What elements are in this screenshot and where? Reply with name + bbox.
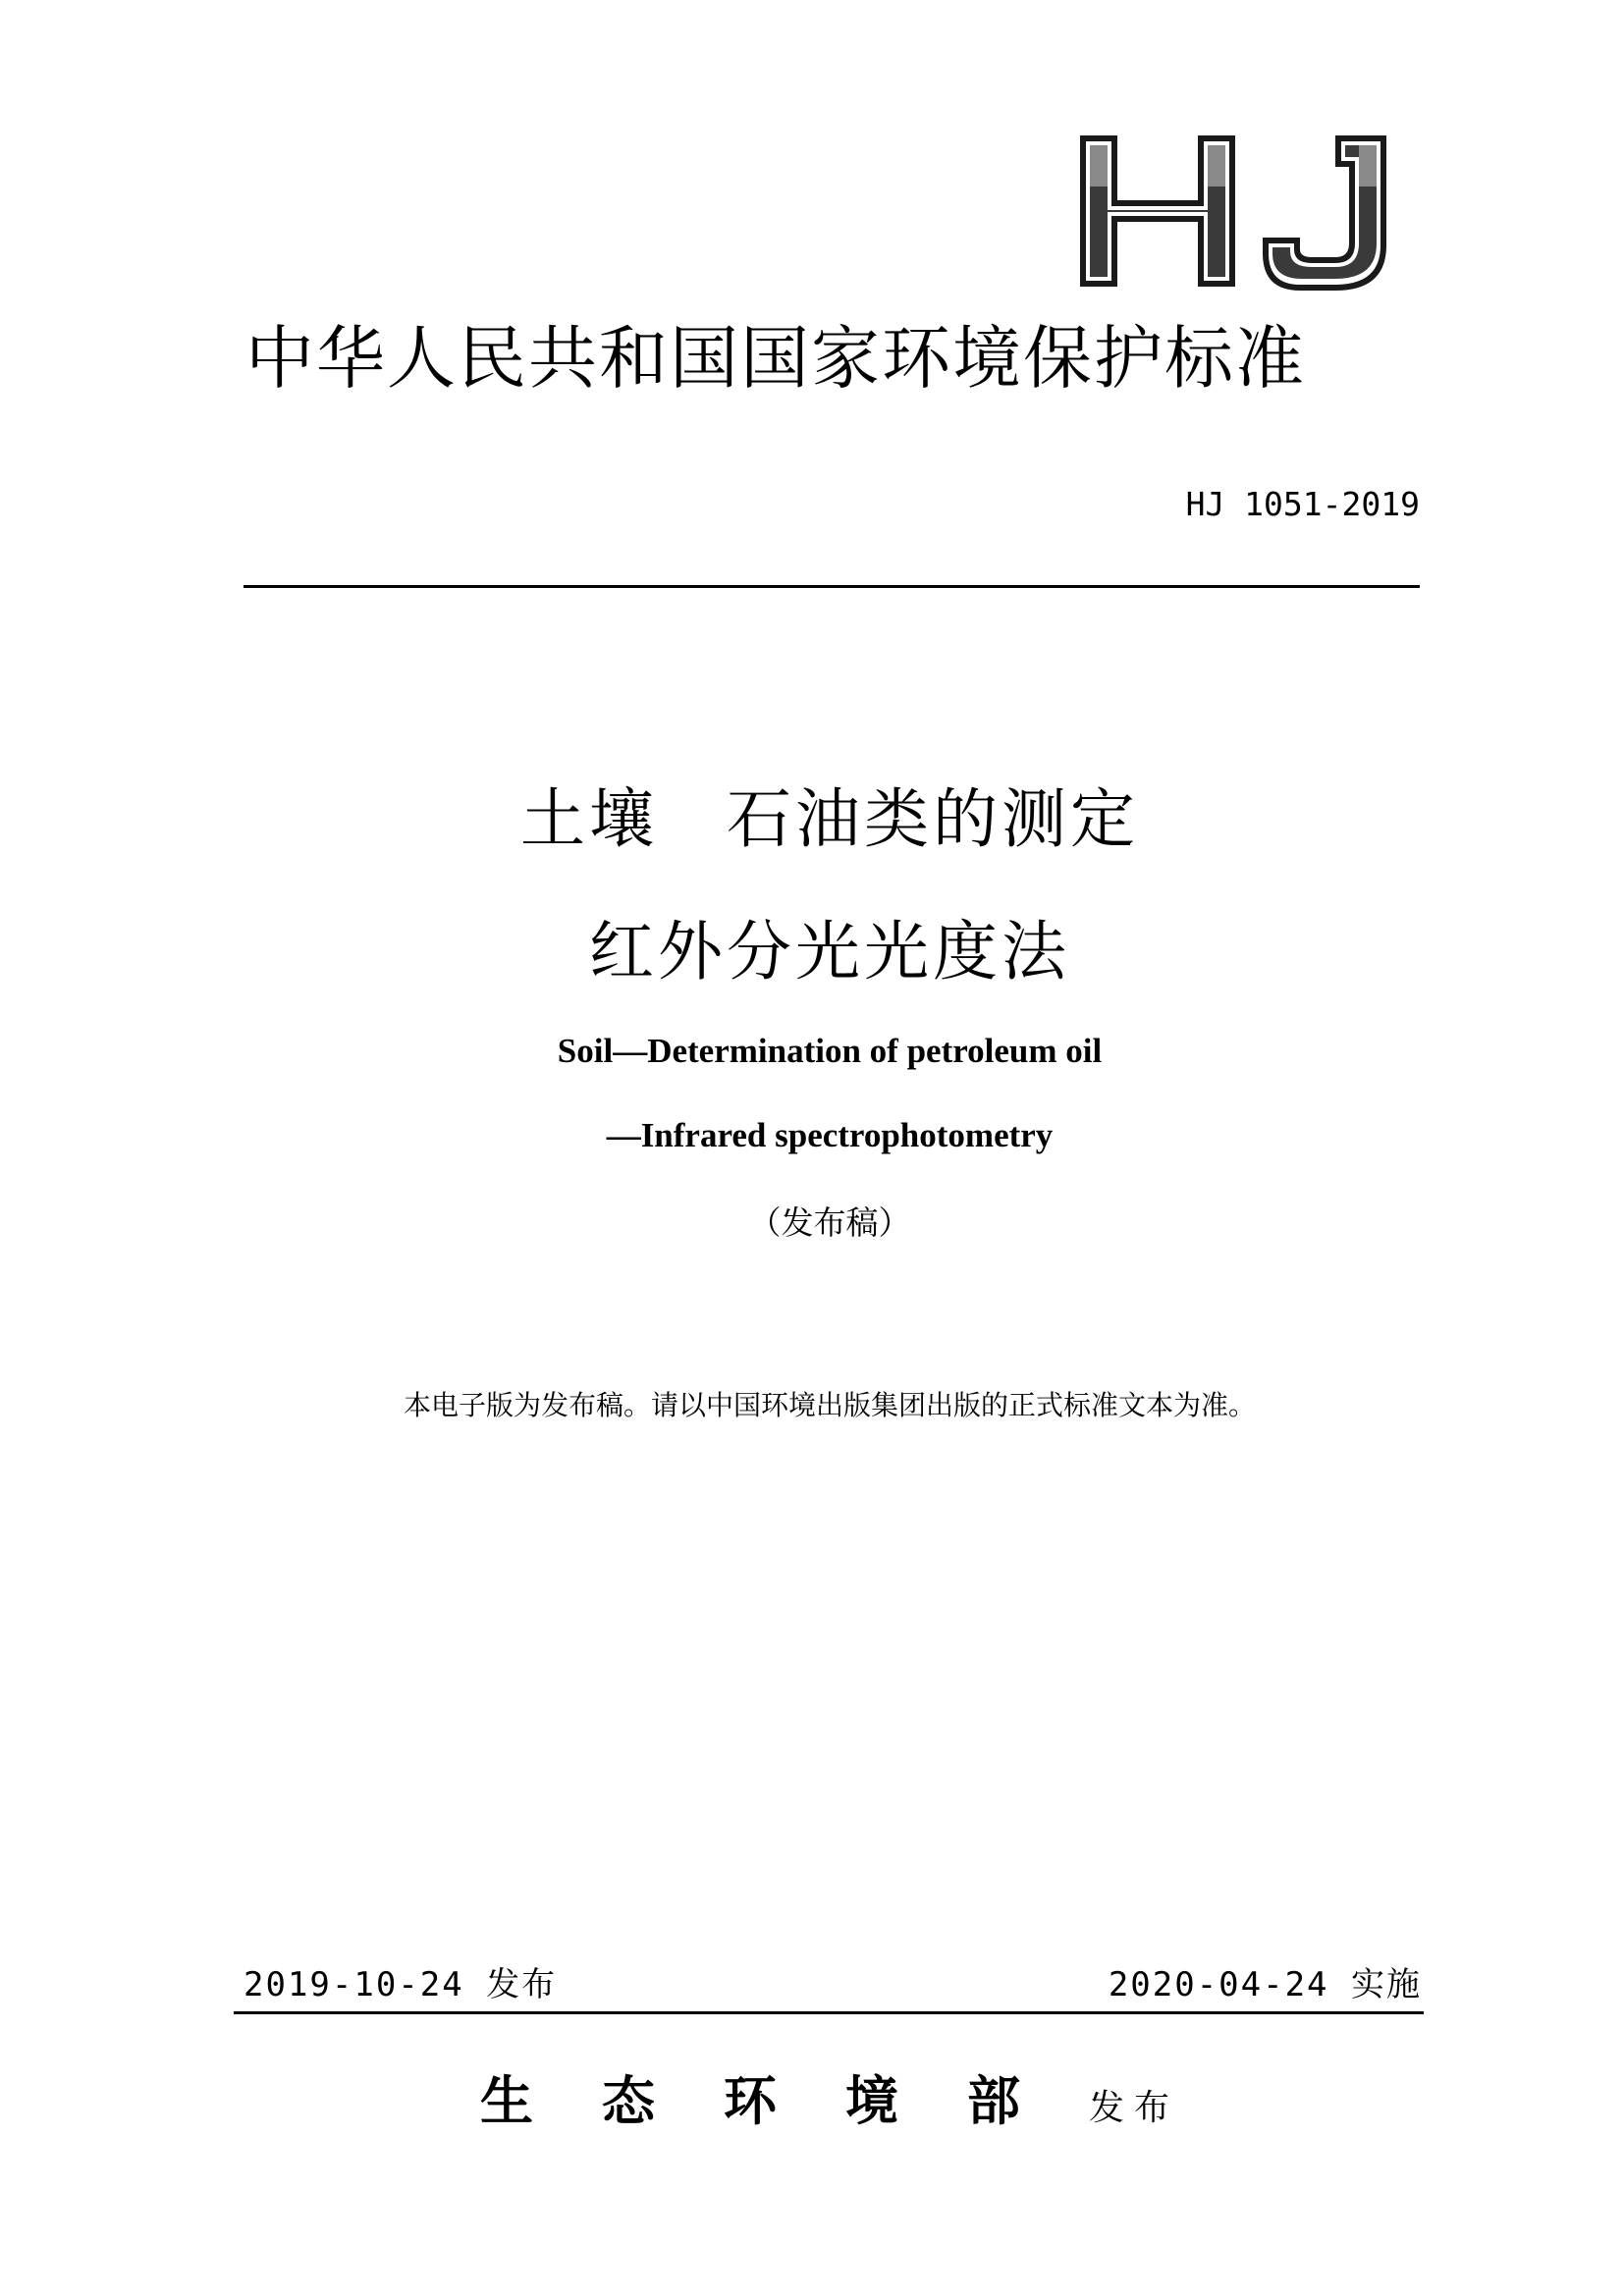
title-english-line-2: —Infrared spectrophotometry [606, 1116, 1054, 1154]
issuer-name: 生态环境部 [479, 2069, 1089, 2132]
country-standard-title: 中华人民共和国国家环境保护标准 [245, 318, 1306, 399]
logo-letter-h [1080, 135, 1235, 287]
header-divider [244, 585, 1420, 588]
title-chinese-line-1: 土壤 石油类的测定 [520, 781, 1139, 857]
title-english-line-1: Soil—Determination of petroleum oil [557, 1032, 1103, 1070]
issue-date: 2019-10-24 发布 [244, 1965, 558, 2004]
issuer-suffix: 发布 [1088, 2088, 1179, 2128]
footer-divider [234, 2011, 1424, 2014]
logo-letter-j [1263, 135, 1386, 291]
draft-label: （发布稿） [748, 1203, 911, 1242]
edition-notice: 本电子版为发布稿。请以中国环境出版集团出版的正式标准文本为准。 [403, 1389, 1256, 1421]
title-chinese-line-2: 红外分光光度法 [589, 914, 1070, 989]
issuer [0, 2066, 1624, 2143]
standard-number: HJ 1051-2019 [1185, 485, 1420, 523]
implementation-date: 2020-04-24 实施 [1108, 1965, 1422, 2004]
hj-standard-logo [1078, 128, 1392, 294]
